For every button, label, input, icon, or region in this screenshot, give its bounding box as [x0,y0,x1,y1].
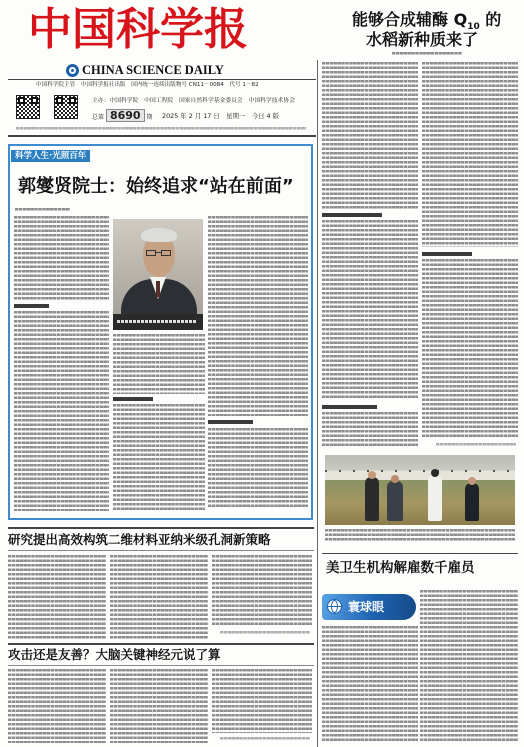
lead-doi-line [436,443,516,446]
story-body-text [212,669,312,733]
globe-icon [327,599,342,614]
lead-headline-part2: 的 [479,10,502,29]
lead-body-text [422,62,518,247]
field-photo-caption [325,529,515,541]
feature-subhead [208,420,253,424]
lead-subhead [322,405,377,409]
qr-code-1 [16,95,40,119]
story-doi-line [220,631,310,634]
person-figure [465,483,479,521]
lead-body-text [322,62,418,210]
column-badge-label: 寰球眼 [348,600,385,614]
masthead-english-title: CHINA SCIENCE DAILY [82,63,224,77]
right-column-rule [322,553,518,554]
lead-headline-subscript: 10 [467,22,480,33]
feature-body-text [14,216,109,300]
contact-line [16,127,306,130]
feature-byline [15,208,70,211]
lead-byline [392,52,462,55]
sponsors-line: 主办：中国科学院 中国工程院 国家自然科学基金委员会 中国科学技术协会 [92,98,295,104]
issue-prefix: 总第 [92,114,105,121]
feature-headline: 郭燮贤院士：始终追求“站在前面” [18,176,294,197]
feature-subhead [14,304,49,308]
person-figure [365,477,379,521]
headline-rule [8,550,314,551]
lead-headline-line2: 水稻新种质来了 [366,30,479,49]
feature-body-text [113,404,205,511]
column-badge [322,594,416,620]
feature-body-text [208,428,308,508]
issue-date: 2025 年 2 月 17 日 星期一 今日 4 版 [162,112,280,120]
issue-number-value: 8690 [106,109,145,122]
feature-body-text [14,311,109,511]
person-figure [387,481,403,521]
masthead-title: 中国科学报 [28,4,248,55]
story-headline-neurons: 攻击还是友善？大脑关键神经元说了算 [8,647,221,662]
story-body-text [212,555,312,625]
header-rule [8,135,316,137]
lead-body-text [322,220,418,400]
story-body-text [8,669,106,743]
story-headline-health-agency: 美卫生机构解雇数千雇员 [326,560,475,576]
column-divider [317,60,318,747]
feature-body-text [208,216,308,416]
lead-headline-part1: 能够合成辅酶 Q [352,10,468,29]
section-rule [8,643,314,645]
feature-body-text [113,334,205,394]
health-story-body [322,626,418,742]
health-story-body [420,590,518,742]
issue-suffix: 期 [146,114,153,121]
story-body-text [110,669,208,743]
logo-icon [66,64,79,77]
story-headline-2d-materials: 研究提出高效构筑二维材料亚纳米级孔洞新策略 [8,532,271,547]
issue-number [92,109,153,124]
story-doi-line [220,737,310,740]
qr-code-2 [54,95,78,119]
lead-subhead [322,213,382,217]
section-rule [8,527,314,529]
lead-subhead [422,252,472,256]
publisher-info-line: 中国科学院主管 中国科学报社出版 国内统一连续出版物号 CN11－0084 代号 1－82 [36,82,259,88]
story-body-text [110,555,208,639]
lead-body-text [322,412,418,448]
lead-body-text [422,259,518,439]
portrait-photo [113,219,203,314]
headline-rule [8,665,314,666]
feature-tag: 科学人生·光照百年 [11,150,90,162]
story-body-text [8,555,106,639]
feature-subhead [113,397,153,401]
masthead-rule [8,79,316,80]
person-figure [428,475,442,521]
field-photo [325,455,515,525]
portrait-caption-bar [113,314,203,330]
